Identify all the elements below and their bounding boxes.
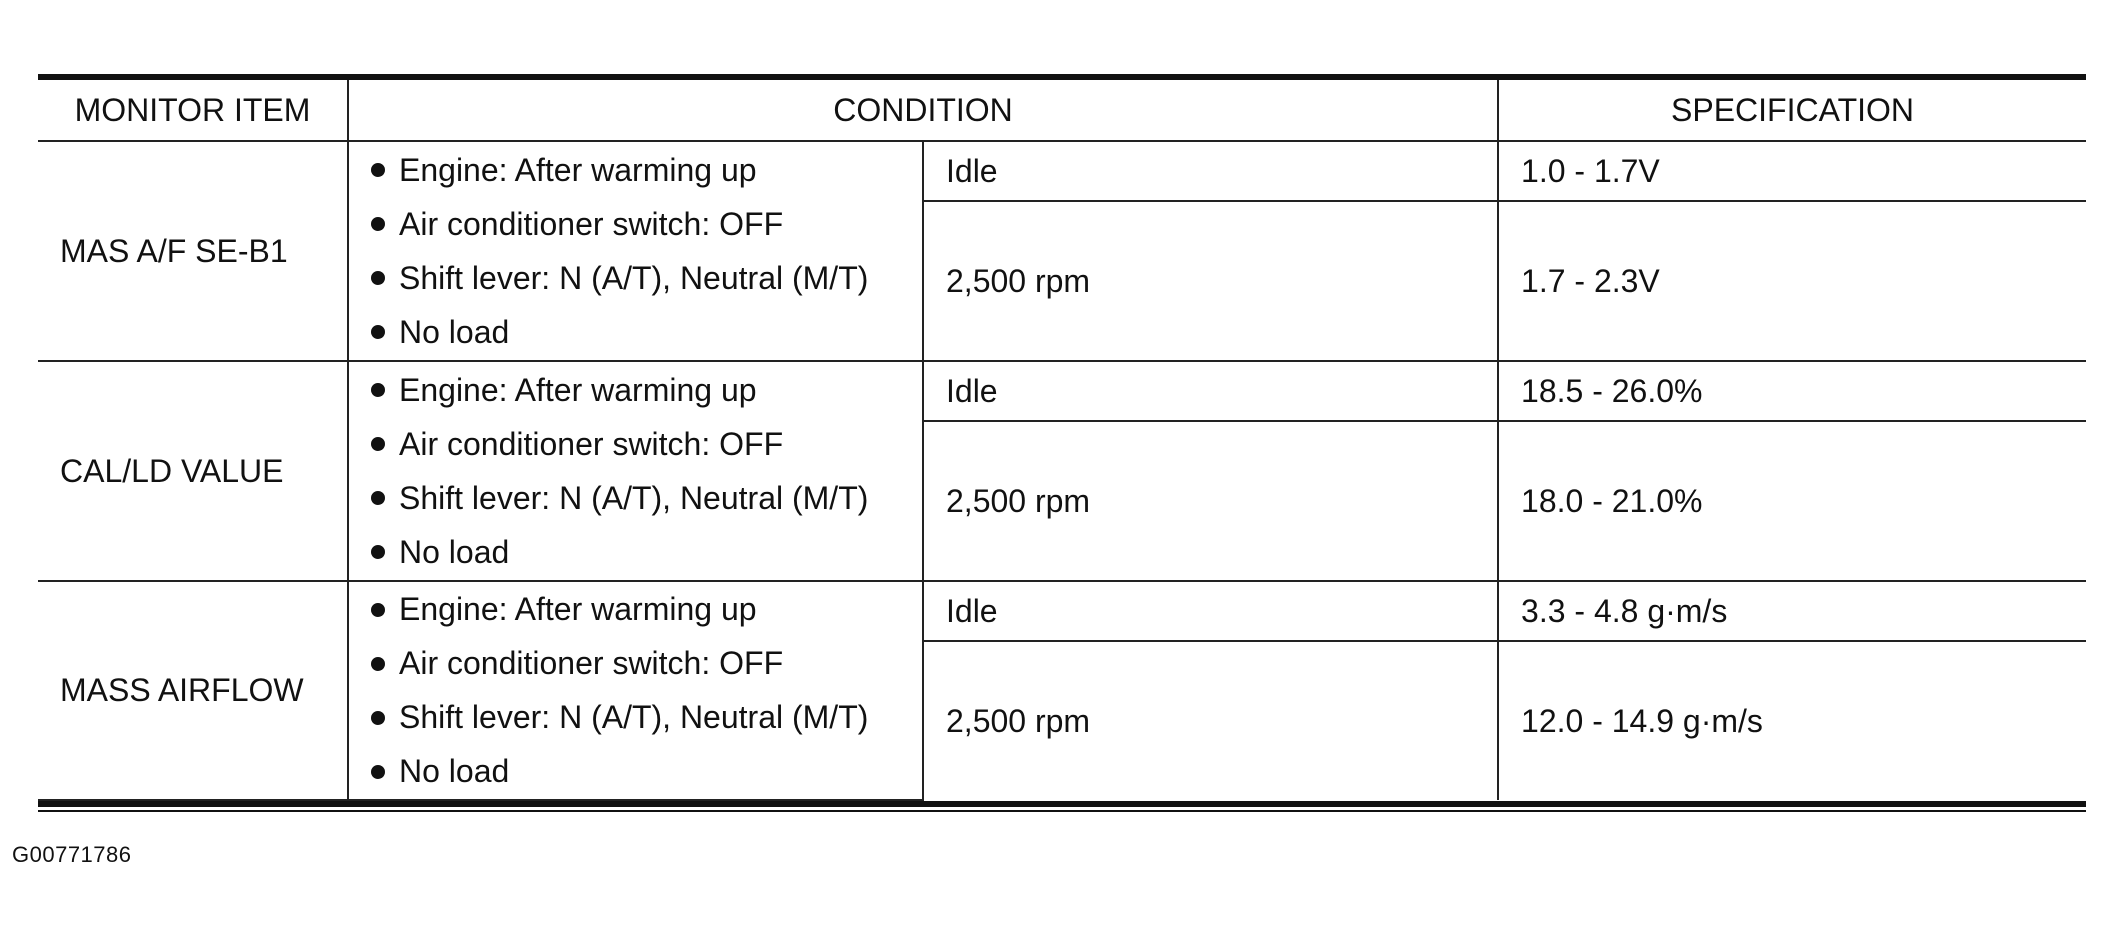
condition-text: Engine: After warming up [399, 151, 757, 188]
header-row [38, 80, 2086, 141]
condition-item [371, 691, 922, 745]
monitor-item-cell: MAS A/F SE-B1 [38, 141, 348, 361]
rpm-label: 2,500 rpm [923, 641, 1498, 800]
bullet-icon [371, 271, 385, 285]
condition-text: Shift lever: N (A/T), Neutral (M/T) [399, 479, 869, 516]
table-row [38, 361, 2086, 421]
bullet-icon [371, 491, 385, 505]
idle-spec: 18.5 - 26.0% [1498, 361, 2086, 421]
bullet-icon [371, 163, 385, 177]
idle-label: Idle [923, 581, 1498, 641]
bullet-icon [371, 217, 385, 231]
rpm-spec: 1.7 - 2.3V [1498, 201, 2086, 361]
bullet-icon [371, 437, 385, 451]
condition-item [371, 417, 922, 471]
idle-label: Idle [923, 141, 1498, 201]
condition-text: Air conditioner switch: OFF [399, 645, 784, 681]
header-specification: SPECIFICATION [1498, 80, 2086, 141]
bullet-icon [371, 325, 385, 339]
spec-table-container [38, 74, 2086, 812]
condition-item [371, 583, 922, 637]
condition-text: No load [399, 533, 510, 570]
bullet-icon [371, 383, 385, 397]
condition-item [371, 363, 922, 417]
condition-item [371, 251, 922, 305]
bullet-icon [371, 711, 385, 725]
condition-list [348, 581, 923, 800]
condition-list [348, 141, 923, 361]
idle-spec: 1.0 - 1.7V [1498, 141, 2086, 201]
condition-text: Engine: After warming up [399, 371, 757, 408]
header-condition: CONDITION [348, 80, 1498, 141]
rpm-label: 2,500 rpm [923, 201, 1498, 361]
condition-item [371, 745, 922, 799]
condition-list [348, 361, 923, 581]
table-row [38, 141, 2086, 201]
condition-text: No load [399, 313, 510, 350]
condition-item [371, 525, 922, 579]
condition-item [371, 471, 922, 525]
condition-text: Engine: After warming up [399, 591, 757, 627]
condition-item [371, 197, 922, 251]
condition-text: Shift lever: N (A/T), Neutral (M/T) [399, 259, 869, 296]
bullet-icon [371, 765, 385, 779]
figure-code: G00771786 [12, 842, 132, 867]
idle-label: Idle [923, 361, 1498, 421]
rpm-label: 2,500 rpm [923, 421, 1498, 581]
condition-item [371, 637, 922, 691]
rpm-spec: 18.0 - 21.0% [1498, 421, 2086, 581]
rpm-spec: 12.0 - 14.9 g·m/s [1498, 641, 2086, 800]
condition-text: Air conditioner switch: OFF [399, 425, 784, 462]
condition-text: Air conditioner switch: OFF [399, 205, 784, 242]
condition-text: No load [399, 753, 510, 789]
condition-item [371, 143, 922, 197]
monitor-spec-table [38, 80, 2086, 801]
monitor-item-cell: MASS AIRFLOW [38, 581, 348, 800]
condition-text: Shift lever: N (A/T), Neutral (M/T) [399, 699, 869, 735]
table-row [38, 581, 2086, 641]
bullet-icon [371, 657, 385, 671]
bullet-icon [371, 545, 385, 559]
condition-item [371, 305, 922, 359]
bullet-icon [371, 603, 385, 617]
monitor-item-cell: CAL/LD VALUE [38, 361, 348, 581]
header-monitor-item: MONITOR ITEM [38, 80, 348, 141]
idle-spec: 3.3 - 4.8 g·m/s [1498, 581, 2086, 641]
bottom-rule-thin [38, 810, 2086, 812]
